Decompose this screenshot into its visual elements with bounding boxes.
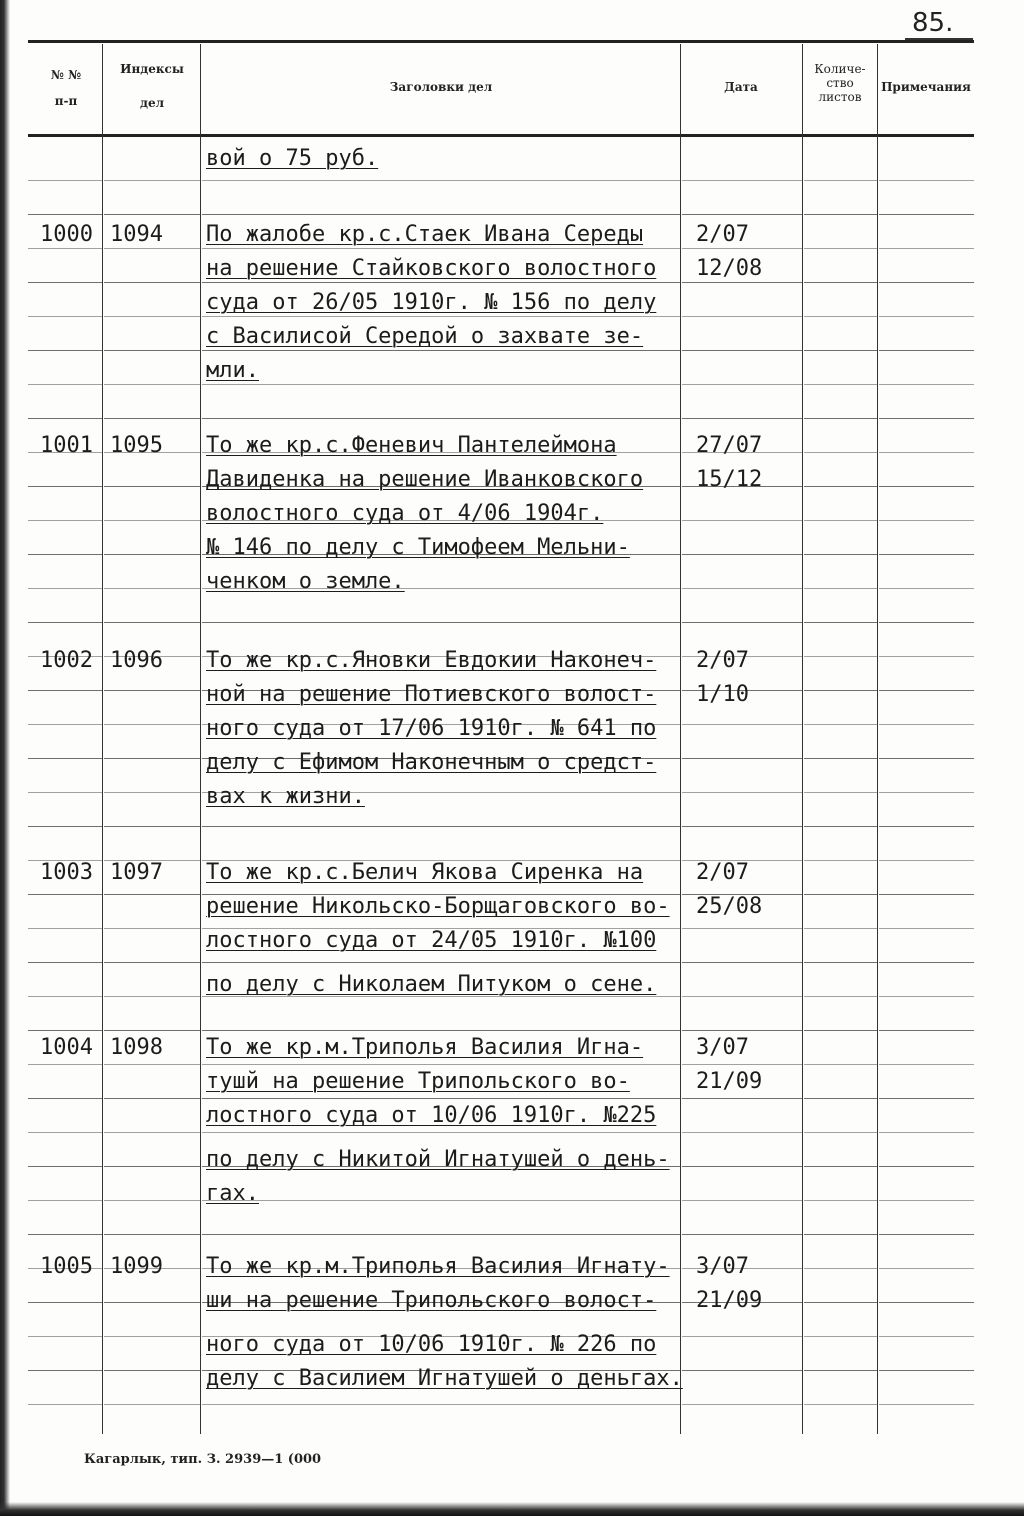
ruled-line [28,248,102,249]
record-title-line: решение Никольско-Борщаговского во- [206,894,670,919]
record-start-date: 2/07 [696,648,749,673]
ruled-line [682,724,802,725]
ruled-line [28,588,102,589]
record-title-line: То же кр.с.Феневич Пантелеймона [206,433,617,458]
record-title-line: ной на решение Потиевского волост- [206,682,657,707]
record-title-line: делу с Ефимом Наконечным о средст- [206,750,657,775]
ruled-line [104,316,200,317]
ruled-line [879,894,974,895]
ruled-line [879,180,974,181]
header-sheets-line2: ство [826,76,854,90]
ruled-line [682,588,802,589]
ruled-line [804,1336,877,1337]
ruled-line [104,724,200,725]
ruled-line [28,384,102,385]
ruled-line [682,316,802,317]
ruled-line [28,962,102,963]
ruled-line [104,1064,200,1065]
ruled-line [28,690,102,691]
ruled-line [804,554,877,555]
ruled-line [202,1064,680,1065]
ruled-line [104,282,200,283]
ruled-line [879,996,974,997]
ruled-line [804,792,877,793]
column-divider [102,44,103,1434]
ruled-line [879,1030,974,1031]
ruled-line [682,826,802,827]
record-end-date: 21/09 [696,1288,763,1313]
ruled-line [804,452,877,453]
record-number: 1003 [40,860,93,885]
header-bottom-rule [28,134,974,137]
ruled-line [104,350,200,351]
ruled-line [804,1370,877,1371]
record-title-line: делу с Василием Игнатушей о деньгах. [206,1366,683,1391]
record-start-date: 2/07 [696,222,749,247]
record-title-line: То же кр.м.Триполья Василия Игнату- [206,1254,670,1279]
ruled-line [804,1268,877,1269]
ruled-line [804,860,877,861]
ruled-line [804,180,877,181]
record-title-line: ши на решение Трипольского волост- [206,1288,657,1313]
ruled-line [104,1166,200,1167]
ruled-line [879,622,974,623]
ruled-line [804,1098,877,1099]
ruled-line [879,282,974,283]
ruled-line [682,1370,802,1371]
ruled-line [28,724,102,725]
record-index: 1098 [110,1035,163,1060]
ruled-line [202,1132,680,1133]
ruled-line [879,1098,974,1099]
ruled-line [804,826,877,827]
header-number-line2: п-п [54,94,78,108]
ruled-line [682,248,802,249]
header-notes: Примечания [881,80,971,94]
ruled-line [804,622,877,623]
ruled-line [28,1098,102,1099]
ruled-line [804,1166,877,1167]
ruled-line [28,1370,102,1371]
ruled-line [28,1234,102,1235]
record-title-line: То же кр.с.Яновки Евдокии Наконеч- [206,648,657,673]
ruled-line [104,690,200,691]
ruled-line [28,214,102,215]
ruled-line [682,792,802,793]
record-title-line: ного суда от 10/06 1910г. № 226 по [206,1332,657,1357]
ruled-line [682,520,802,521]
ruled-line [804,350,877,351]
ruled-line [28,486,102,487]
record-end-date: 1/10 [696,682,749,707]
ruled-line [104,928,200,929]
ruled-line [202,180,680,181]
ruled-line [879,1166,974,1167]
header-number [30,68,102,108]
ruled-line [28,996,102,997]
ruled-line [879,452,974,453]
ruled-line [804,520,877,521]
page-edge-shadow [0,0,10,1516]
ruled-line [202,282,680,283]
record-start-date: 3/07 [696,1035,749,1060]
ruled-line [202,622,680,623]
ruled-line [682,180,802,181]
column-divider [802,44,803,1434]
ruled-line [104,792,200,793]
ruled-line [879,1336,974,1337]
ruled-line [804,758,877,759]
ruled-line [804,894,877,895]
ruled-line [202,316,680,317]
ruled-line [682,418,802,419]
header-sheets [804,62,876,104]
record-number: 1000 [40,222,93,247]
record-end-date: 25/08 [696,894,763,919]
record-index: 1099 [110,1254,163,1279]
ruled-line [104,1200,200,1201]
ruled-line [28,180,102,181]
ruled-line [804,1132,877,1133]
ruled-line [104,588,200,589]
ruled-line [104,418,200,419]
ruled-line [104,622,200,623]
record-start-date: 27/07 [696,433,763,458]
ruled-line [202,1404,680,1405]
ruled-line [879,418,974,419]
page-number: 85. [912,8,954,38]
ruled-line [202,1200,680,1201]
ruled-line [202,418,680,419]
ruled-line [879,384,974,385]
record-end-date: 15/12 [696,467,763,492]
ruled-line [104,1132,200,1133]
ruled-line [104,520,200,521]
printer-imprint: Кагарлык, тип. З. 2939—1 (000 [84,1452,322,1467]
ruled-line [804,1302,877,1303]
ruled-line [879,248,974,249]
ruled-line [104,826,200,827]
ruled-line [28,418,102,419]
record-title-line: То же кр.с.Белич Якова Сиренка на [206,860,644,885]
ruled-line [28,520,102,521]
record-start-date: 2/07 [696,860,749,885]
ruled-line [104,1234,200,1235]
ruled-line [879,1370,974,1371]
ruled-line [682,962,802,963]
column-divider [200,44,201,1434]
ruled-line [879,826,974,827]
record-title-line: То же кр.м.Триполья Василия Игна- [206,1035,644,1060]
ruled-line [104,1030,200,1031]
record-number: 1004 [40,1035,93,1060]
record-title-line: волостного суда от 4/06 1904г. [206,501,604,526]
ruled-line [28,758,102,759]
record-title-line: мли. [206,358,259,383]
ruled-line [804,1234,877,1235]
record-title-line: по делу с Николаем Питуком о сене. [206,972,657,997]
ruled-line [682,350,802,351]
record-end-date: 21/09 [696,1069,763,1094]
ruled-line [28,1200,102,1201]
ruled-line [104,180,200,181]
ruled-line [202,1030,680,1031]
ruled-line [879,1132,974,1133]
ruled-line [682,1064,802,1065]
record-title-line: на решение Стайковского волостного [206,256,657,281]
ruled-line [804,962,877,963]
ruled-line [202,1098,680,1099]
ruled-line [682,554,802,555]
ruled-line [104,1302,200,1303]
ruled-line [682,1404,802,1405]
ruled-line [682,1030,802,1031]
ruled-line [202,826,680,827]
ruled-line [202,962,680,963]
ruled-line [28,282,102,283]
ruled-line [682,1166,802,1167]
ruled-line [804,214,877,215]
record-index: 1097 [110,860,163,885]
ruled-line [879,860,974,861]
ruled-line [28,1166,102,1167]
ruled-line [804,316,877,317]
record-end-date: 12/08 [696,256,763,281]
ruled-line [104,962,200,963]
ruled-line [879,316,974,317]
ruled-line [804,724,877,725]
ruled-line [804,1404,877,1405]
ruled-line [28,554,102,555]
ruled-line [879,350,974,351]
ruled-line [682,622,802,623]
record-index: 1096 [110,648,163,673]
ruled-line [104,1098,200,1099]
ruled-line [28,894,102,895]
header-index [104,62,200,110]
ruled-line [804,656,877,657]
record-index: 1094 [110,222,163,247]
ruled-line [28,928,102,929]
ruled-line [804,690,877,691]
ruled-line [682,1234,802,1235]
ruled-line [682,384,802,385]
ruled-line [879,588,974,589]
ruled-line [104,486,200,487]
ruled-line [804,418,877,419]
ruled-line [682,1132,802,1133]
ruled-line [104,248,200,249]
ruled-line [202,214,680,215]
ruled-line [104,1404,200,1405]
ruled-line [104,554,200,555]
ruled-line [682,758,802,759]
record-title-line: лостного суда от 10/06 1910г. №225 [206,1103,657,1128]
record-title-line: лостного суда от 24/05 1910г. №100 [206,928,657,953]
ruled-line [28,792,102,793]
continuation-text: вой о 75 руб. [206,146,379,171]
ruled-line [879,214,974,215]
ruled-line [28,1404,102,1405]
header-top-rule [28,40,974,43]
record-index: 1095 [110,433,163,458]
record-number: 1002 [40,648,93,673]
ruled-line [682,1200,802,1201]
record-title-line: Давиденка на решение Иванковского [206,467,644,492]
ruled-line [879,656,974,657]
ruled-line [104,758,200,759]
ruled-line [879,520,974,521]
ruled-line [879,1404,974,1405]
ruled-line [804,588,877,589]
record-number: 1005 [40,1254,93,1279]
ruled-line [28,316,102,317]
ruled-line [804,996,877,997]
column-divider [680,44,681,1434]
ruled-line [804,928,877,929]
ruled-line [682,214,802,215]
ruled-line [104,384,200,385]
ruled-line [804,1064,877,1065]
header-sheets-line3: листов [818,90,862,104]
ruled-line [879,928,974,929]
ruled-line [879,1268,974,1269]
header-title: Заголовки дел [389,80,493,94]
header-sheets-line1: Количе- [814,62,866,76]
ruled-line [28,622,102,623]
page-bottom-shadow [0,1502,1024,1516]
ruled-line [879,1234,974,1235]
ruled-line [202,248,680,249]
ruled-line [104,894,200,895]
ruled-line [28,1132,102,1133]
ruled-line [879,758,974,759]
ruled-line [28,1064,102,1065]
header-number-line1: № № [50,68,82,82]
record-title-line: с Василисой Середой о захвате зе- [206,324,644,349]
record-title-line: вах к жизни. [206,784,365,809]
ruled-line [879,554,974,555]
column-divider [877,44,878,1434]
ruled-line [804,1030,877,1031]
ruled-line [202,350,680,351]
ruled-line [879,962,974,963]
ruled-line [104,1336,200,1337]
record-title-line: По жалобе кр.с.Стаек Ивана Середы [206,222,644,247]
header-date: Дата [724,80,758,94]
ruled-line [682,1336,802,1337]
record-number: 1001 [40,433,93,458]
ruled-line [804,1200,877,1201]
record-title-line: ного суда от 17/06 1910г. № 641 по [206,716,657,741]
record-title-line: ченком о земле. [206,569,405,594]
record-start-date: 3/07 [696,1254,749,1279]
ruled-line [682,1098,802,1099]
ruled-line [879,1200,974,1201]
ruled-line [682,996,802,997]
ruled-line [879,1302,974,1303]
ruled-line [202,384,680,385]
ruled-line [202,1234,680,1235]
ruled-line [804,282,877,283]
ruled-line [28,1030,102,1031]
ruled-line [104,1370,200,1371]
ruled-line [879,792,974,793]
ruled-line [682,282,802,283]
ruled-line [804,248,877,249]
header-index-line1: Индексы [120,62,184,76]
ruled-line [682,928,802,929]
ruled-line [104,214,200,215]
ruled-line [28,1336,102,1337]
record-title-line: суда от 26/05 1910г. № 156 по делу [206,290,657,315]
header-index-line2: дел [139,96,165,110]
record-title-line: гах. [206,1181,259,1206]
ruled-line [28,1302,102,1303]
ruled-line [804,486,877,487]
ruled-line [104,996,200,997]
record-title-line: тушй на решение Трипольского во- [206,1069,630,1094]
ruled-line [879,724,974,725]
ruled-line [879,690,974,691]
ruled-line [804,384,877,385]
record-title-line: по делу с Никитой Игнатушей о день- [206,1147,670,1172]
ruled-line [879,486,974,487]
ruled-line [28,826,102,827]
ruled-line [879,1064,974,1065]
record-title-line: № 146 по делу с Тимофеем Мельни- [206,535,630,560]
ruled-line [28,350,102,351]
